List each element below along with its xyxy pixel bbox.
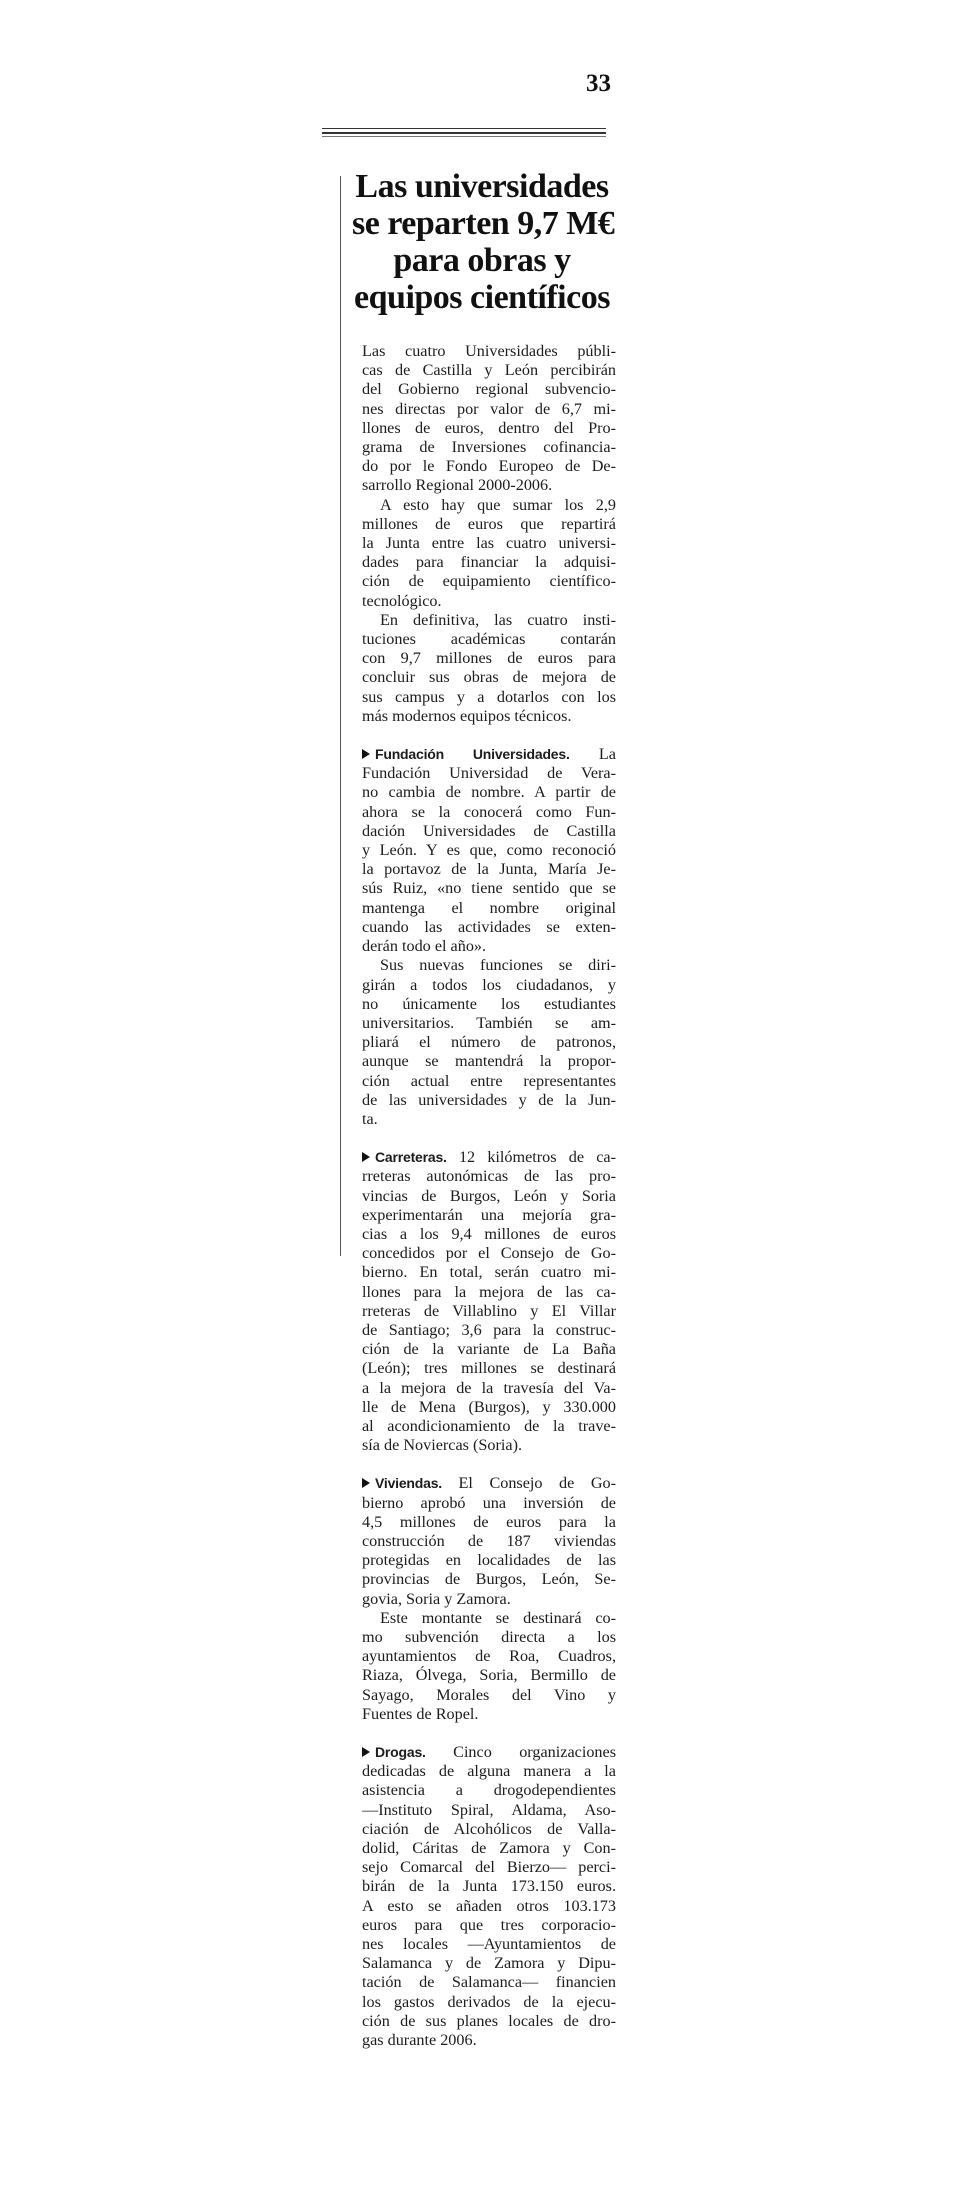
header-rule	[322, 136, 606, 137]
section-gap	[362, 1455, 616, 1474]
text-line: lle de Mena (Burgos), y 330.000	[362, 1397, 616, 1416]
news-section	[362, 1743, 616, 2050]
section-lead-text: 12 kilómetros de ca-	[458, 1148, 617, 1167]
headline-line: para obras y	[393, 242, 571, 279]
text-line: no únicamente los estudiantes	[362, 994, 616, 1013]
text-line: sejo Comarcal del Bierzo— perci-	[362, 1858, 616, 1877]
text-line: cuando las actividades se exten-	[362, 917, 616, 936]
section-lead-text: Cinco organizaciones	[453, 1743, 616, 1762]
text-line	[362, 745, 616, 764]
section-lead-text: El Consejo de Go-	[458, 1474, 617, 1493]
section-paragraph	[362, 745, 616, 956]
text-line: del Gobierno regional subvencio-	[362, 380, 616, 399]
text-line: a la mejora de la travesía del Va-	[362, 1378, 616, 1397]
text-line: universitarios. También se am-	[362, 1013, 616, 1032]
intro-paragraph	[362, 496, 616, 611]
text-line: cias a los 9,4 millones de euros	[362, 1224, 616, 1243]
text-line: dades para financiar la adquisi-	[362, 553, 616, 572]
text-line: Sayago, Morales del Vino y	[362, 1685, 616, 1704]
text-line: más modernos equipos técnicos.	[362, 706, 572, 725]
section-gap	[362, 1724, 616, 1743]
text-line: de Santiago; 3,6 para la construc-	[362, 1320, 616, 1339]
text-line: dedicadas de alguna manera a la	[362, 1762, 616, 1781]
bullet-triangle-icon	[362, 1478, 370, 1488]
text-line: asistencia a drogodependientes	[362, 1781, 616, 1800]
text-line: ahora se la conocerá como Fun-	[362, 802, 616, 821]
text-line: sarrollo Regional 2000-2006.	[362, 476, 553, 495]
text-line: nes directas por valor de 6,7 mi-	[362, 399, 616, 418]
text-line: derán todo el año».	[362, 937, 487, 956]
text-line: y León. Y es que, como reconoció	[362, 841, 616, 860]
text-line: sus campus y a dotarlos con los	[362, 687, 616, 706]
text-line: millones de euros que repartirá	[362, 514, 616, 533]
text-line: govia, Soria y Zamora.	[362, 1589, 511, 1608]
text-line: aunque se mantendrá la propor-	[362, 1052, 616, 1071]
text-line: Sus nuevas funciones se diri-	[380, 956, 616, 975]
text-line: sía de Noviercas (Soria).	[362, 1436, 523, 1455]
intro-paragraph	[362, 342, 616, 496]
text-line: cas de Castilla y León percibirán	[362, 361, 616, 380]
text-line: girán a todos los ciudadanos, y	[362, 975, 616, 994]
intro-paragraph	[362, 611, 616, 726]
text-line: mo subvención directa a los	[362, 1628, 616, 1646]
text-line: ta.	[362, 1109, 378, 1128]
column-divider	[340, 176, 341, 1256]
section-gap	[362, 1129, 616, 1148]
text-line: birán de la Junta 173.150 euros.	[362, 1877, 616, 1896]
text-line: ción de equipamiento científico-	[362, 572, 616, 591]
text-line: Fundación Universidad de Vera-	[362, 764, 616, 783]
text-line: concluir sus obras de mejora de	[362, 668, 616, 687]
text-line: —Instituto Spiral, Aldama, Aso-	[362, 1800, 616, 1819]
section-paragraph	[362, 1609, 616, 1724]
headline-line: equipos científicos	[354, 279, 610, 316]
section-gap	[362, 726, 616, 745]
section-tag: Fundación Universidades.	[375, 746, 570, 763]
text-line: al acondicionamiento de la trave-	[362, 1416, 616, 1435]
text-line: (León); tres millones se destinará	[362, 1359, 616, 1378]
text-line: 4,5 millones de euros para la	[362, 1512, 616, 1531]
text-line: ción actual entre representantes	[362, 1071, 616, 1090]
news-section	[362, 1148, 616, 1455]
text-line: sús Ruiz, «no tiene sentido que se	[362, 879, 616, 898]
text-line	[362, 1743, 616, 1762]
section-tag: Carreteras.	[375, 1149, 447, 1166]
text-line: ción de sus planes locales de dro-	[362, 2011, 616, 2030]
text-line	[362, 1148, 616, 1167]
text-line: bierno. En total, serán cuatro mi-	[362, 1263, 616, 1282]
text-line: los gastos derivados de la ejecu-	[362, 1992, 616, 2011]
text-line: la Junta entre las cuatro universi-	[362, 534, 616, 553]
text-line: tación de Salamanca— financien	[362, 1973, 616, 1992]
bullet-triangle-icon	[362, 749, 370, 759]
section-paragraph	[362, 956, 616, 1129]
text-line: experimentarán una mejoría gra-	[362, 1205, 616, 1224]
text-line: ciación de Alcohólicos de Valla-	[362, 1819, 616, 1838]
text-line: nes locales —Ayuntamientos de	[362, 1935, 616, 1954]
headline	[352, 168, 615, 316]
text-line: mantenga el nombre original	[362, 898, 616, 917]
header-rule	[322, 132, 606, 134]
text-line: provincias de Burgos, León, Se-	[362, 1570, 616, 1589]
article-body	[362, 342, 616, 2050]
text-line: gas durante 2006.	[362, 2031, 477, 2050]
text-line: dolid, Cáritas de Zamora y Con-	[362, 1839, 616, 1858]
text-line: tecnológico.	[362, 591, 442, 610]
section-tag: Viviendas.	[375, 1475, 443, 1492]
text-line: vincias de Burgos, León y Soria	[362, 1186, 616, 1205]
text-line: concedidos por el Consejo de Go-	[362, 1244, 616, 1263]
section-paragraph	[362, 1743, 616, 2050]
section-lead-text: La	[598, 745, 616, 764]
text-line	[362, 1474, 616, 1493]
text-line: do por le Fondo Europeo de De-	[362, 457, 616, 476]
text-line: ayuntamientos de Roa, Cuadros,	[362, 1647, 616, 1666]
text-line: protegidas en localidades de las	[362, 1551, 616, 1570]
text-line: llones de euros, dentro del Pro-	[362, 418, 616, 437]
bullet-triangle-icon	[362, 1747, 370, 1757]
text-line: dación Universidades de Castilla	[362, 821, 616, 840]
header-rule	[322, 128, 606, 129]
text-line: Salamanca y de Zamora y Dipu-	[362, 1954, 616, 1973]
page-number: 33	[586, 70, 611, 97]
text-line: bierno aprobó una inversión de	[362, 1493, 616, 1512]
text-line: no cambia de nombre. A partir de	[362, 783, 616, 802]
text-line: rreteras de Villablino y El Villar	[362, 1301, 616, 1320]
section-paragraph	[362, 1474, 616, 1608]
text-line: con 9,7 millones de euros para	[362, 649, 616, 668]
section-tag: Drogas.	[375, 1744, 426, 1761]
text-line: la portavoz de la Junta, María Je-	[362, 860, 616, 879]
headline-line: Las universidades	[355, 168, 609, 205]
text-line: A esto se añaden otros 103.173	[362, 1896, 616, 1915]
text-line: Fuentes de Ropel.	[362, 1704, 479, 1723]
text-line: pliará el número de patronos,	[362, 1033, 616, 1052]
text-line: grama de Inversiones cofinancia-	[362, 438, 616, 457]
text-line: llones para la mejora de las ca-	[362, 1282, 616, 1301]
text-line: tuciones académicas contarán	[362, 630, 616, 649]
news-section	[362, 1474, 616, 1724]
text-line: rreteras autonómicas de las pro-	[362, 1167, 616, 1186]
headline-line: se reparten 9,7 M€	[352, 205, 615, 242]
text-line: ción de la variante de La Baña	[362, 1340, 616, 1359]
text-line: euros para que tres corporacio-	[362, 1915, 616, 1934]
text-line: de las universidades y de la Jun-	[362, 1090, 616, 1109]
text-line: Este montante se destinará co-	[380, 1608, 616, 1627]
text-line: A esto hay que sumar los 2,9	[380, 495, 616, 514]
news-section	[362, 745, 616, 1129]
text-line: construcción de 187 viviendas	[362, 1531, 616, 1550]
text-line: Las cuatro Universidades públi-	[362, 342, 616, 360]
text-line: En definitiva, las cuatro insti-	[380, 610, 616, 629]
section-paragraph	[362, 1148, 616, 1455]
text-line: Riaza, Ólvega, Soria, Bermillo de	[362, 1666, 616, 1685]
bullet-triangle-icon	[362, 1152, 370, 1162]
